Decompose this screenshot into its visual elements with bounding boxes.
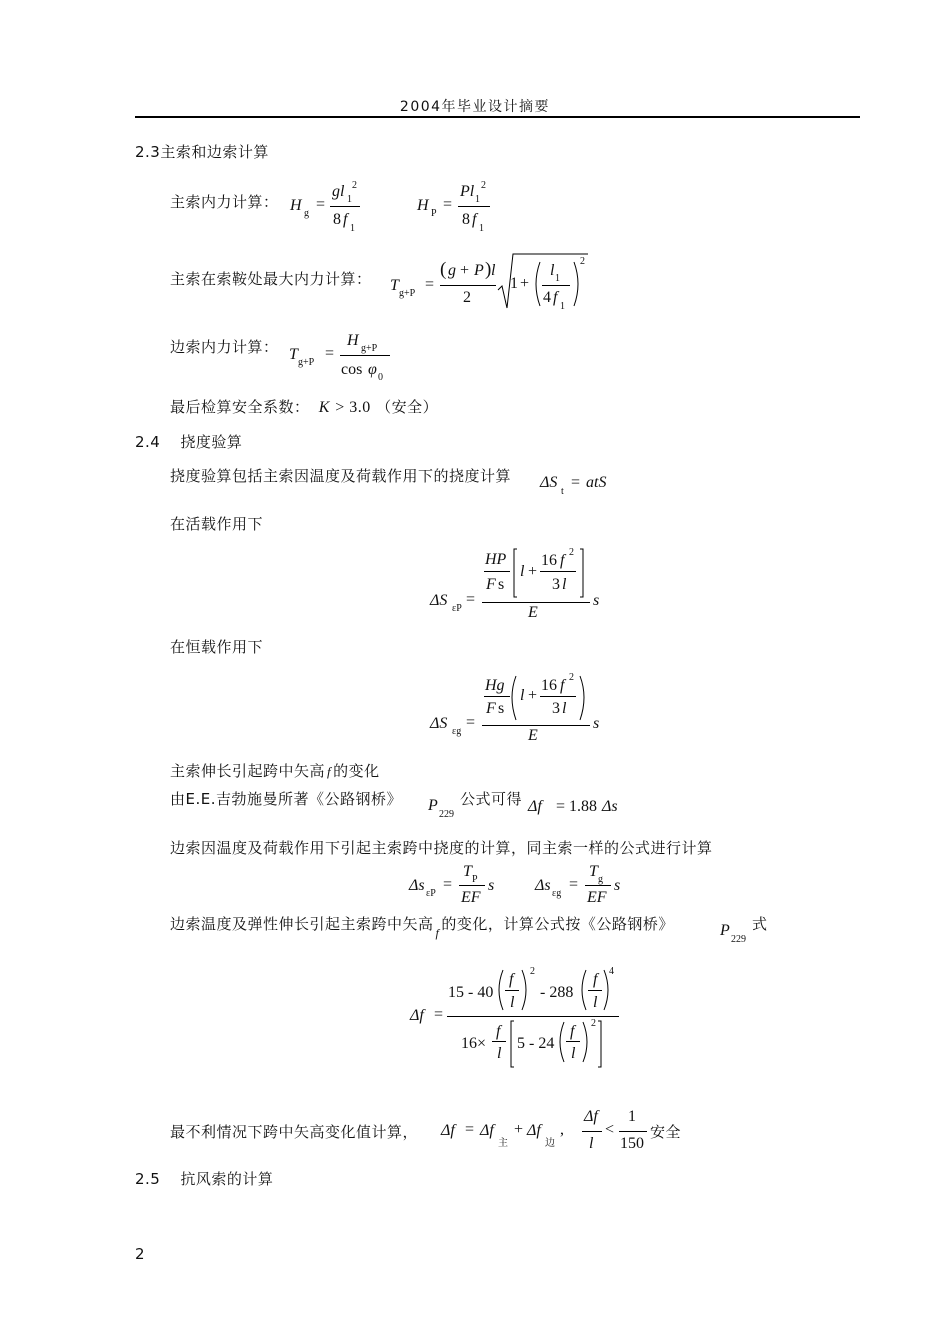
deflection-intro: 挠度验算包括主索因温度及荷载作用下的挠度计算 <box>170 467 512 485</box>
page-ref-p229: P <box>428 797 438 814</box>
f-symbol: f <box>327 764 332 779</box>
safety-k-value: > 3.0 <box>335 399 371 416</box>
page-number: 2 <box>135 1245 146 1263</box>
source-suffix: 公式可得 <box>460 790 523 808</box>
live-load-label: 在活载作用下 <box>170 515 264 533</box>
safety-note: （安全） <box>376 398 439 416</box>
safety-check-label: 最后检算安全系数： <box>170 398 310 416</box>
source-prefix: 由E.E.吉勃施曼所著《公路钢桥》 <box>170 790 402 808</box>
section-title: 抗风索的计算 <box>180 1170 274 1188</box>
page-header-title: 2004年毕业设计摘要 <box>399 99 551 115</box>
section-number: 2.3 <box>135 143 161 161</box>
side-elastic-prefix: 边索温度及弹性伸长引起主索跨中矢高 <box>170 915 434 933</box>
main-internal-force-label: 主索内力计算： <box>170 193 279 211</box>
section-number: 2.4 <box>135 433 161 451</box>
main-elongation-prefix: 主索伸长引起跨中矢高 <box>170 762 326 780</box>
page-ref-p229b: P <box>720 922 730 939</box>
safety-k-symbol: K <box>318 399 330 416</box>
section-title: 主索和边索计算 <box>160 143 269 161</box>
side-elastic-suffix: 式 <box>752 915 768 933</box>
section-title: 挠度验算 <box>180 433 243 451</box>
saddle-max-force-label: 主索在索鞍处最大内力计算： <box>170 270 372 288</box>
side-internal-force-label: 边索内力计算： <box>170 338 279 356</box>
side-elastic-middle: 的变化，计算公式按《公路钢桥》 <box>441 915 674 933</box>
safe-label: 安全 <box>650 1123 682 1141</box>
main-elongation-suffix: 的变化 <box>333 762 380 780</box>
dead-load-label: 在恒载作用下 <box>170 638 264 656</box>
document-page: 2004年毕业设计摘要 2.3主索和边索计算 主索内力计算： H g = gl 1 2 8 f 1 H P = Pl 1 2 8 f 1 主索在索鞍处最大内力计算： T g+P = ( g + P ) l 2 1 + l 1 4 f 1 2 边索内力计算： T g+P = H g+P cos φ 0 最后检算安全系数： K > 3.0 （安全） 2.4 挠度验算 挠度验算包括主索因温度及荷载作用下的挠度计算 ΔS t = atS 在活载作用下 ΔS εP = HP F s l + 16 f 2 3 l E s 在恒载作用下 ΔS εg = Hg F s l + 16 f 2 3 l E s 主索伸长引起跨中矢高 f 的变化 由E.E.吉勃施曼所著《公路钢桥》 P 229 公式可得 Δf = 1.88 Δs 边索因温度及荷载作用下引起主索跨中挠度的计算，同主索一样的公式进行计算 Δs εP = T P EF s Δs εg = T g EF s 边索温度及弹性伸长引起主索跨中矢高 $_f$ 的变化，计算公式按《公路钢桥》 P 229 式 Δf = 15 - 40 f l 2 - 288 f l 4 16× f l 5 - 24 f l 2 最不利情况下跨中矢高变化值计算， Δf = Δf 主 + Δf 边 , Δf l < 1 150 安全 2.5 抗风索的计算 2 <box>0 0 950 1344</box>
worst-case-label: 最不利情况下跨中矢高变化值计算， <box>170 1123 419 1141</box>
f-symbol: f <box>435 926 440 940</box>
side-cable-line: 边索因温度及荷载作用下引起主索跨中挠度的计算，同主索一样的公式进行计算 <box>170 839 713 857</box>
section-number: 2.5 <box>135 1170 161 1188</box>
